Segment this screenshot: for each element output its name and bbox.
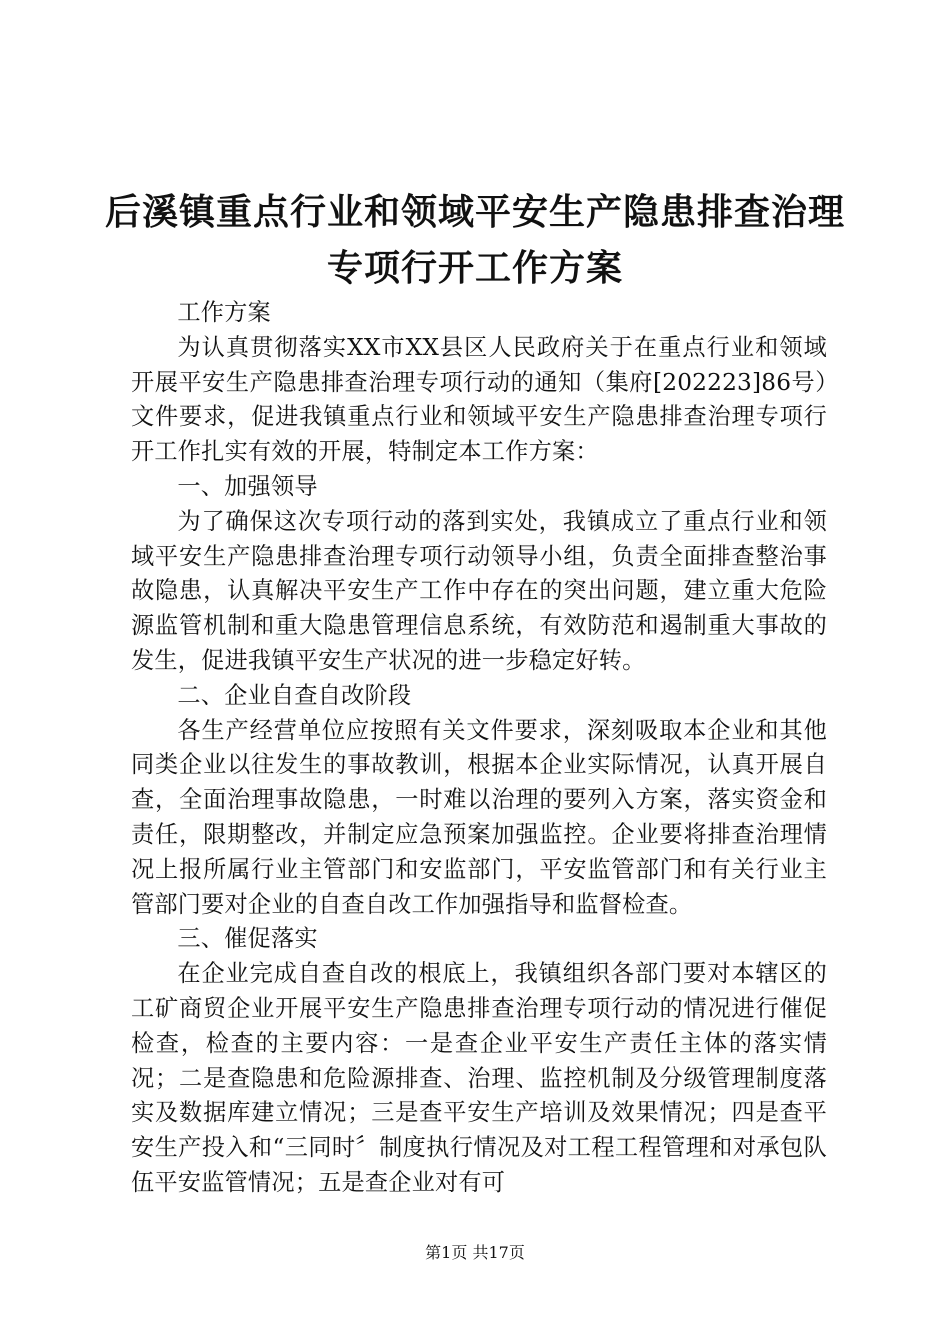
body-paragraph: 为认真贯彻落实XX市XX县区人民政府关于在重点行业和领域开展平安生产隐患排查治理专项行动的通知（集府[202223]86号）文件要求，促进我镇重点行业和领域平安生产隐患排查治理专项行开工作扎实有效的开展，特制定本工作方案： [131, 333, 827, 466]
body-paragraph: 在企业完成自查自改的根底上，我镇组织各部门要对本辖区的工矿商贸企业开展平安生产隐患排查治理专项行动的情况进行催促检查，检查的主要内容：一是查企业平安生产责任主体的落实情况；二是查隐患和危险源排查、治理、监控机制及分级管理制度落实及数据库建立情况；三是查平安生产培训及效果情况；四是查平安生产投入和“三同时〞制度执行情况及对工程工程管理和对承包队伍平安监管情况；五是查企业对有可 [131, 960, 827, 1196]
document-body [131, 296, 827, 1201]
document-title-line1: 后溪镇重点行业和领域平安生产隐患排查治理 [104, 191, 845, 233]
body-paragraph: 各生产经营单位应按照有关文件要求，深刻吸取本企业和其他同类企业以往发生的事故教训，根据本企业实际情况，认真开展自查，全面治理事故隐患，一时难以治理的要列入方案，落实资金和责任，限期整改，并制定应急预案加强监控。企业要将排查治理情况上报所属行业主管部门和安监部门，平安监管部门和有关行业主管部门要对企业的自查自改工作加强指导和监督检查。 [131, 716, 827, 918]
page-number: 第1页 [425, 1243, 468, 1262]
section-heading: 二、企业自查自改阶段 [177, 681, 412, 709]
section-heading: 三、催促落实 [177, 925, 318, 953]
page-total: 共17页 [472, 1243, 525, 1262]
body-paragraph: 为了确保这次专项行动的落到实处，我镇成立了重点行业和领域平安生产隐患排查治理专项行动领导小组，负责全面排查整治事故隐患，认真解决平安生产工作中存在的突出问题，建立重大危险源监管机制和重大隐患管理信息系统，有效防范和遏制重大事故的发生，促进我镇平安生产状况的进一步稳定好转。 [131, 507, 827, 674]
page-footer [0, 1242, 950, 1264]
section-heading: 工作方案 [177, 299, 271, 326]
document-title-line2: 专项行开工作方案 [326, 247, 623, 289]
section-heading: 一、加强领导 [177, 472, 318, 500]
